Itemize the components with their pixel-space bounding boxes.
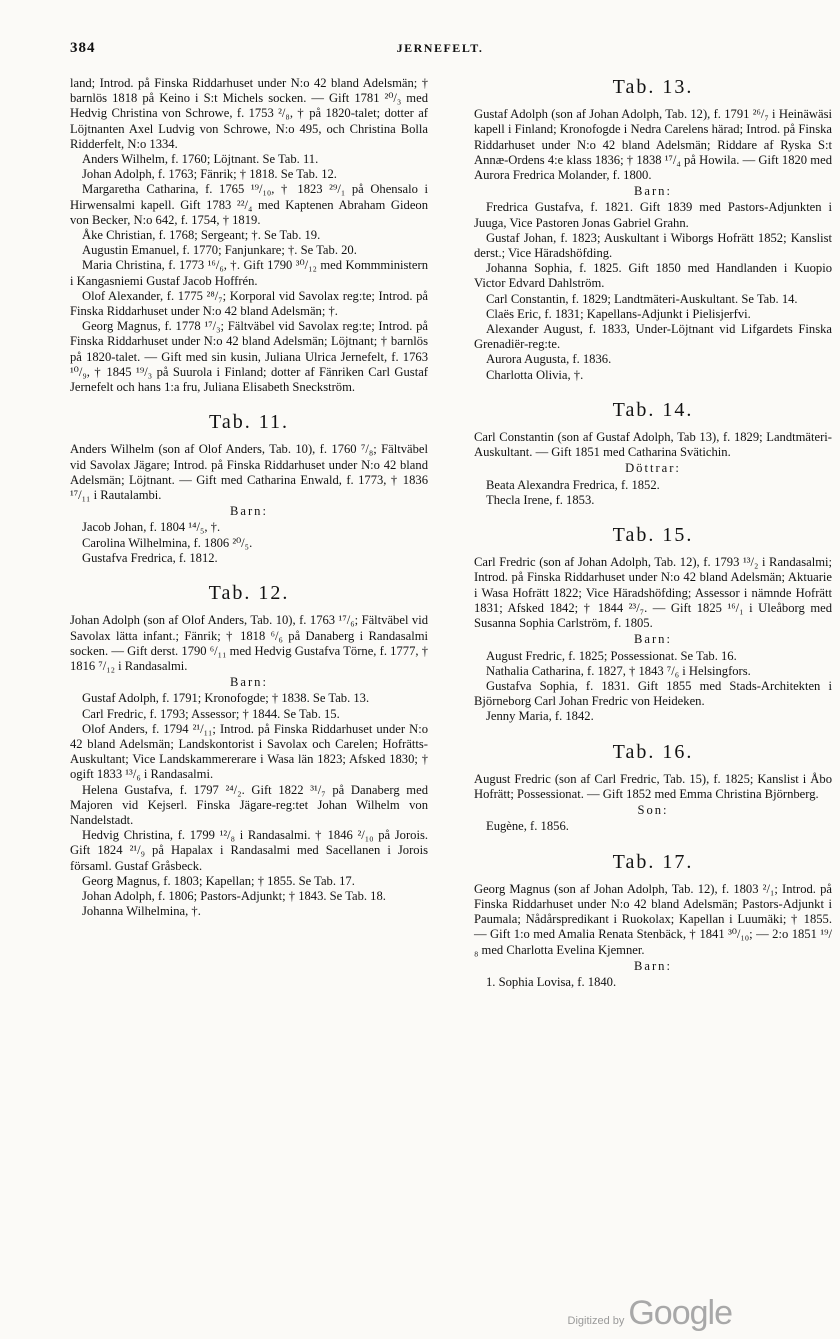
page-number: 384 bbox=[70, 40, 96, 56]
child-entry: August Fredric, f. 1825; Possessionat. Se Tab. 16. bbox=[486, 648, 737, 663]
subheading: Barn: bbox=[634, 632, 672, 647]
section-heading: Tab. 13. bbox=[612, 76, 694, 98]
child-entry: Johan Adolph, f. 1763; Fänrik; † 1818. Se Tab. 12. bbox=[82, 167, 337, 182]
subheading: Barn: bbox=[634, 184, 672, 199]
genealogy-entry: land; Introd. på Finska Riddarhuset under N:o 42 bland Adelsmän; † barnlös 1818 på Keino i S:t Michels socken. — Gift 1781 ²⁰/₃ med Hedvig Christina von Schrowe, f. 1753 ²/₈, † på 1820-talet; dotter af Löjtnanten Axel Ludvig von Schrowe, N:o 495, och Christina Bolla Ridderfelt, N:o 1334. bbox=[70, 76, 428, 151]
genealogy-entry: Johan Adolph (son af Olof Anders, Tab. 10), f. 1763 ¹⁷/₆; Fältväbel vid Savolax lätta infant.; Fänrik; † 1818 ⁶/₆ på Danaberg i Randasalmi socken. — Gift derst. 1790 ⁶/₁₁ med Hedvig Gustafva Törne, f. 1777, † 1816 ⁷/₁₂ i Randasalmi. bbox=[70, 613, 428, 673]
child-entry: Olof Alexander, f. 1775 ²⁸/₇; Korporal vid Savolax reg:te; Introd. på Finska Riddarhuset under N:o 42 bland Adelsmän; †. bbox=[70, 288, 428, 319]
left-column bbox=[70, 76, 428, 919]
child-entry: Georg Magnus, f. 1778 ¹⁷/₃; Fältväbel vid Savolax reg:te; Introd. på Finska Riddarhuset under N:o 42 bland Adelsmän; Löjtnant; † barnlös på 1820-talet. — Gift med sin kusin, Juliana Ulrica Jernefelt, f. 1763 ¹⁰/₉, † 1845 ¹⁹/₃ på Suurola i Finland; dotter af Fänriken Carl Gustaf Jernefelt och hans 1:a fru, Juliana Elisabeth Sneckström. bbox=[70, 319, 428, 395]
genealogy-entry: Carl Fredric (son af Johan Adolph, Tab. 12), f. 1793 ¹³/₂ i Randasalmi; Introd. på Finska Riddarhuset under N:o 42 bland Adelsmän; Aktuarie i Wasa Hofrätt 1822; Vice Häradshöfding; Assessor i nämnde Hofrätt 1831; Afsked 1842; † 1844 ²³/₇. — Gift 1825 ¹⁶/₁ i Uleåborg med Susanna Sophia Carlström, f. 1805. bbox=[474, 555, 832, 631]
section-heading: Tab. 12. bbox=[208, 582, 290, 605]
child-entry: Charlotta Olivia, †. bbox=[486, 367, 584, 382]
child-entry: Augustin Emanuel, f. 1770; Fanjunkare; †. Se Tab. 20. bbox=[82, 243, 357, 258]
child-entry: Åke Christian, f. 1768; Sergeant; †. Se Tab. 19. bbox=[82, 228, 321, 243]
section-heading: Tab. 17. bbox=[612, 850, 694, 873]
subheading: Barn: bbox=[230, 675, 268, 690]
child-entry: Carl Constantin, f. 1829; Landtmäteri-Auskultant. Se Tab. 14. bbox=[486, 291, 798, 306]
child-entry: Alexander August, f. 1833, Under-Löjtnant vid Lifgardets Finska Grenadiër-reg:te. bbox=[474, 322, 832, 352]
child-entry: Eugène, f. 1856. bbox=[486, 819, 569, 834]
child-entry: Gustaf Adolph, f. 1791; Kronofogde; † 1838. Se Tab. 13. bbox=[82, 691, 370, 706]
genealogy-entry: Gustaf Adolph (son af Johan Adolph, Tab. 12), f. 1791 ²⁶/₇ i Heinäwäsi kapell i Finland; Kronofogde i Nedra Carelens härad; Introd. på Finska Riddarhuset under N:o 42 bland Adelsmän; Riddare af Ryska S:t Annæ-Ordens 4:e klass 1836; † 1838 ¹⁷/₄ på Howila. — Gift 1820 med Aurora Fredrica Molander, f. 1800. bbox=[474, 107, 832, 183]
digitized-by-label: Digitized by bbox=[567, 1315, 625, 1327]
child-entry: 1. Sophia Lovisa, f. 1840. bbox=[486, 974, 617, 989]
child-entry: Carolina Wilhelmina, f. 1806 ²⁰/₅. bbox=[82, 535, 253, 550]
child-entry: Margaretha Catharina, f. 1765 ¹⁹/₁₀, † 1823 ²⁹/₁ på Ohensalo i Hirwensalmi kapell. Gift 1783 ²²/₄ med Kaptenen Abraham Gideon von Becker, N:o 642, f. 1754, † 1819. bbox=[70, 182, 428, 227]
child-entry: Gustafva Fredrica, f. 1812. bbox=[82, 550, 218, 565]
subheading: Son: bbox=[637, 803, 669, 818]
page-header bbox=[70, 40, 810, 64]
subheading: Barn: bbox=[634, 958, 672, 973]
child-entry: Johanna Sophia, f. 1825. Gift 1850 med Handlanden i Kuopio Victor Edvard Dahlström. bbox=[474, 261, 832, 291]
child-entry: Olof Anders, f. 1794 ²¹/₁₁; Introd. på Finska Riddarhuset under N:o 42 bland Adelsmän; Landskontorist i Savolax och Carelen; Hofrätts-Auskultant; Vice Landskammererare i Wasa län 1823; Afsked 1830; † ogift 1833 ¹³/₆ i Randasalmi. bbox=[70, 721, 428, 782]
genealogy-entry: Anders Wilhelm (son af Olof Anders, Tab. 10), f. 1760 ⁷/₈; Fältväbel vid Savolax Jägare; Introd. på Finska Riddarhuset under N:o 42 bland Adelsmän; Löjtnant. — Gift med Catharina Enwald, f. 1773, † 1836 ¹⁷/₁₁ i Rautalambi. bbox=[70, 442, 428, 503]
child-entry: Anders Wilhelm, f. 1760; Löjtnant. Se Tab. 11. bbox=[82, 152, 319, 167]
google-logo: Google bbox=[628, 1294, 732, 1332]
child-entry: Johan Adolph, f. 1806; Pastors-Adjunkt; † 1843. Se Tab. 18. bbox=[82, 888, 386, 903]
digitization-watermark bbox=[568, 1294, 733, 1333]
child-entry: Maria Christina, f. 1773 ¹⁶/₆, †. Gift 1790 ³⁰/₁₂ med Kommministern i Kangasniemi Gustaf Jacob Hoffrén. bbox=[70, 258, 428, 288]
right-column bbox=[474, 76, 832, 990]
section-heading: Tab. 14. bbox=[612, 398, 694, 421]
section-heading: Tab. 16. bbox=[612, 740, 694, 763]
running-head: JERNEFELT. bbox=[396, 41, 484, 55]
genealogy-entry: Georg Magnus (son af Johan Adolph, Tab. 12), f. 1803 ²/₁; Introd. på Finska Riddarhuset under N:o 42 bland Adelsmän; Pastors-Adjunkt i Paumala; Nådårspredikant i Ruokolax; Kapellan i Luumäki; † 1855. — Gift 1:o med Amalia Renata Stenbäck, † 1841 ³⁰/₁₀; — 2:o 1851 ¹⁹/₈ med Charlotta Evelina Kjemner. bbox=[474, 881, 832, 957]
child-entry: Fredrica Gustafva, f. 1821. Gift 1839 med Pastors-Adjunkten i Juuga, Vice Pastoren Jonas Gabriel Grahn. bbox=[474, 200, 832, 230]
child-entry: Jacob Johan, f. 1804 ¹⁴/₅, †. bbox=[82, 520, 221, 535]
child-entry: Johanna Wilhelmina, †. bbox=[82, 904, 201, 919]
child-entry: Nathalia Catharina, f. 1827, † 1843 ⁷/₆ i Helsingfors. bbox=[486, 663, 751, 678]
child-entry: Beata Alexandra Fredrica, f. 1852. bbox=[486, 477, 660, 492]
genealogy-entry: August Fredric (son af Carl Fredric, Tab. 15), f. 1825; Kanslist i Åbo Hofrätt; Possessionat. — Gift 1852 med Emma Christina Björnberg. bbox=[474, 771, 832, 801]
child-entry: Jenny Maria, f. 1842. bbox=[486, 709, 594, 724]
child-entry: Carl Fredric, f. 1793; Assessor; † 1844. Se Tab. 15. bbox=[82, 706, 340, 721]
child-entry: Gustafva Sophia, f. 1831. Gift 1855 med Stads-Architekten i Björneborg Carl Johan Fredric von Heideken. bbox=[474, 678, 832, 709]
child-entry: Gustaf Johan, f. 1823; Auskultant i Wiborgs Hofrätt 1852; Kanslist derst.; Vice Häradshöfding. bbox=[474, 230, 832, 261]
child-entry: Claës Eric, f. 1831; Kapellans-Adjunkt i Pielisjerfvi. bbox=[486, 306, 751, 321]
section-heading: Tab. 11. bbox=[209, 411, 289, 434]
child-entry: Hedvig Christina, f. 1799 ¹²/₈ i Randasalmi. † 1846 ²/₁₀ på Jorois. Gift 1824 ²¹/₉ på Hapalax i Randasalmi med Sacellanen i Jorois församl. Gustaf Gråsbeck. bbox=[70, 828, 428, 873]
child-entry: Helena Gustafva, f. 1797 ²⁴/₂. Gift 1822 ³¹/₇ på Danaberg med Majoren vid Kejserl. Finska Jägare-reg:tet Johan Wilhelm von Nandelstadt. bbox=[70, 782, 428, 827]
child-entry: Georg Magnus, f. 1803; Kapellan; † 1855. Se Tab. 17. bbox=[82, 873, 355, 888]
genealogy-entry: Carl Constantin (son af Gustaf Adolph, Tab 13), f. 1829; Landtmäteri-Auskultant. — Gift 1851 med Catharina Svätichin. bbox=[474, 430, 832, 460]
subheading: Barn: bbox=[230, 504, 268, 519]
child-entry: Aurora Augusta, f. 1836. bbox=[486, 352, 612, 367]
section-heading: Tab. 15. bbox=[612, 524, 694, 547]
child-entry: Thecla Irene, f. 1853. bbox=[486, 492, 595, 507]
subheading: Döttrar: bbox=[625, 461, 681, 476]
